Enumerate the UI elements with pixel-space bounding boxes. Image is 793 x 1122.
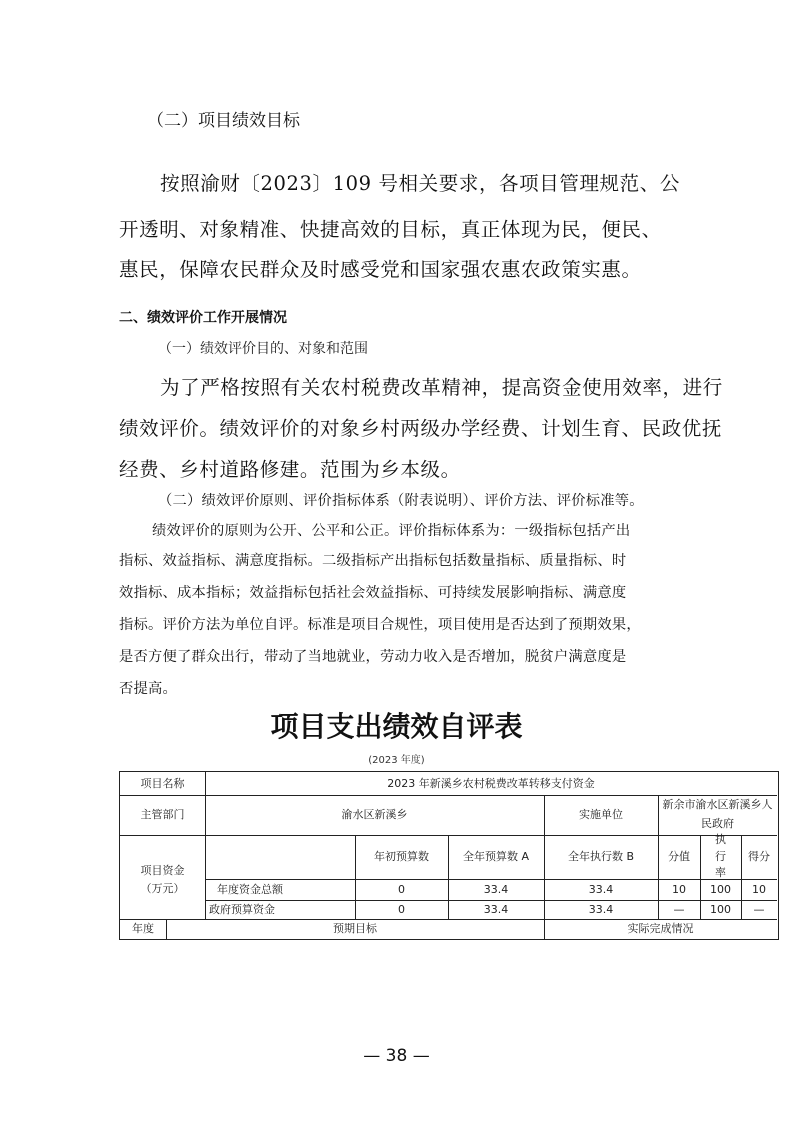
section-heading-goals: （二）项目绩效目标 [147, 111, 300, 131]
funds-label-line-2: （万元） [140, 882, 185, 895]
expected-goal-label: 预期目标 [333, 922, 377, 936]
principles-paragraph-line-2: 指标、效益指标、满意度指标。二级指标产出指标包括数量指标、质量指标、时 [119, 553, 627, 569]
cell-score-value: 10 [672, 882, 686, 896]
cell-annual-budget: 33.4 [483, 882, 509, 896]
performance-table [119, 771, 779, 940]
table-title: 项目支出绩效自评表 [270, 710, 523, 743]
cell-initial-budget: 0 [398, 882, 405, 896]
cell-initial-budget: 0 [398, 902, 405, 916]
goals-paragraph-line-1: 按照渝财〔2023〕109 号相关要求，各项目管理规范、公 [160, 172, 680, 195]
subsection-one-heading: （一）绩效评价目的、对象和范围 [158, 341, 368, 357]
cell-annual-exec: 33.4 [588, 882, 614, 896]
section-two-heading: 二、绩效评价工作开展情况 [119, 310, 287, 326]
dept-value: 渝水区新溪乡 [341, 808, 408, 822]
cell-exec-rate: 100 [710, 882, 731, 896]
project-name-label: 项目名称 [140, 776, 185, 790]
purpose-paragraph-line-1: 为了严格按照有关农村税费改革精神，提高资金使用效率，进行 [160, 376, 723, 399]
project-name-value: 2023 年新溪乡农村税费改革转移支付资金 [387, 776, 595, 790]
principles-paragraph-line-6: 否提高。 [119, 681, 177, 697]
principles-paragraph-line-4: 指标。评价方法为单位自评。标准是项目合规性，项目使用是否达到了预期效果， [119, 617, 641, 633]
header-annual-budget: 全年预算数 A [462, 850, 530, 864]
cell-score: 10 [752, 882, 766, 896]
cell-annual-budget: 33.4 [483, 902, 509, 916]
table-year: (2023 年度) [368, 755, 425, 766]
funds-label [120, 835, 205, 919]
cell-exec-rate: 100 [710, 902, 731, 916]
header-score: 得分 [748, 850, 770, 864]
row-label: 年度资金总额 [217, 882, 283, 896]
funds-label-line-1: 项目资金 [140, 864, 185, 878]
principles-paragraph-line-3: 效指标、成本指标；效益指标包括社会效益指标、可持续发展影响指标、满意度 [119, 585, 627, 601]
row-label: 政府预算资金 [209, 902, 275, 916]
header-score-value: 分值 [668, 850, 690, 864]
cell-score: — [753, 902, 765, 916]
goals-paragraph-line-3: 惠民，保障农民群众及时感受党和国家强农惠农政策实惠。 [119, 258, 642, 281]
impl-label: 实施单位 [579, 808, 623, 822]
purpose-paragraph-line-3: 经费、乡村道路修建。范围为乡本级。 [119, 458, 461, 481]
actual-completion-label: 实际完成情况 [627, 922, 694, 936]
dept-label: 主管部门 [140, 808, 185, 822]
principles-paragraph-line-5: 是否方便了群众出行，带动了当地就业，劳动力收入是否增加，脱贫户满意度是 [119, 649, 627, 665]
cell-annual-exec: 33.4 [588, 902, 614, 916]
page-number: — 38 — [363, 1046, 430, 1066]
header-initial-budget: 年初预算数 [374, 850, 429, 864]
header-exec-rate: 执行率 [715, 833, 726, 880]
subsection-two-heading: （二）绩效评价原则、评价指标体系（附表说明）、评价方法、评价标准等。 [158, 493, 644, 509]
principles-paragraph-line-1: 绩效评价的原则为公开、公平和公正。评价指标体系为：一级指标包括产出 [152, 523, 631, 539]
purpose-paragraph-line-2: 绩效评价。绩效评价的对象乡村两级办学经费、计划生育、民政优抚 [119, 417, 723, 440]
year-label: 年度 [132, 922, 154, 936]
header-annual-exec: 全年执行数 B [567, 850, 635, 864]
impl-value: 新余市渝水区新溪乡人民政府 [662, 798, 773, 830]
goals-paragraph-line-2: 开透明、对象精准、快捷高效的目标，真正体现为民，便民、 [119, 218, 662, 241]
cell-score-value: — [673, 902, 685, 916]
